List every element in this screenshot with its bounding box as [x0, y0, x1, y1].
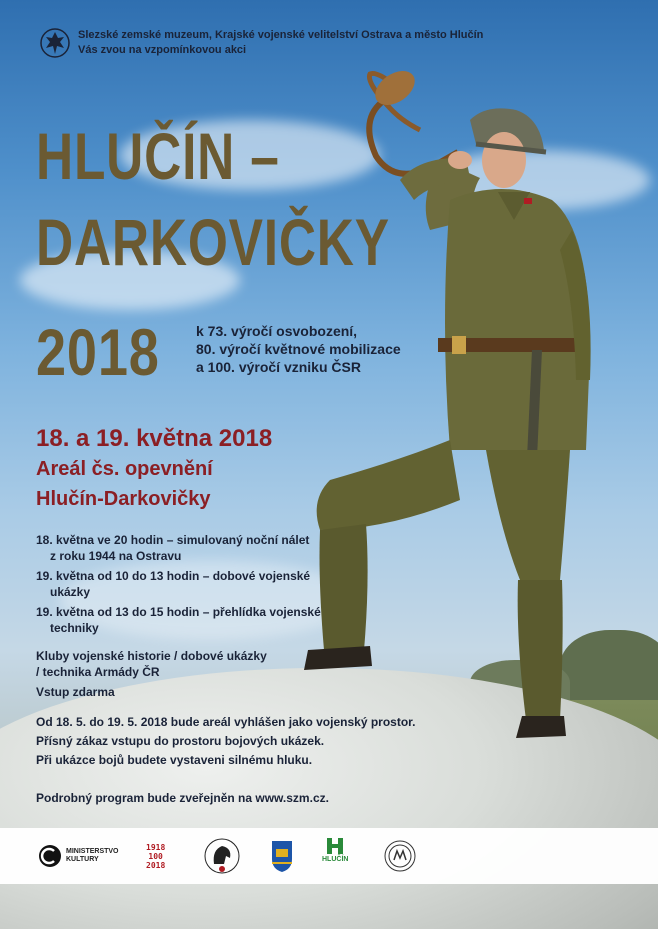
- clubs-info: [36, 648, 296, 700]
- event-dates: 18. a 19. května 2018: [36, 425, 273, 452]
- notices: [36, 714, 416, 771]
- anniversary-line: 80. výročí květnové mobilizace: [196, 341, 401, 357]
- anniversaries: [196, 322, 401, 376]
- ministry-of-culture-logo: [38, 836, 119, 876]
- notice-line: Přísný zákaz vstupu do prostoru bojových ukázek.: [36, 734, 325, 748]
- header: [40, 26, 483, 60]
- bugler-soldier-illustration: [290, 60, 620, 750]
- title-year: 2018: [36, 315, 160, 389]
- program-list: [36, 532, 326, 640]
- program-item: [36, 532, 326, 564]
- lion-emblem-icon: [204, 836, 240, 876]
- region-coat-of-arms-logo: [270, 836, 294, 876]
- header-line-1: Slezské zemské muzeum, Krajské vojenské velitelství Ostrava a město Hlučín: [78, 29, 484, 41]
- ministry-logo-line: KULTURY: [66, 856, 99, 863]
- ministry-logo-line: MINISTERSTVO: [66, 848, 119, 855]
- centenary-year: 1918: [146, 842, 166, 852]
- centenary-number: 100: [148, 851, 163, 861]
- website-note: Podrobný program bude zveřejněn na www.szm.cz.: [36, 791, 329, 805]
- event-venue: Areál čs. opevnění: [36, 458, 213, 480]
- title-line-1: HLUČÍN –: [36, 119, 280, 193]
- hlucin-city-logo: [322, 836, 348, 876]
- clubs-line: / technika Armády ČR: [36, 665, 160, 679]
- header-line-2: Vás zvou na vzpomínkovou akci: [78, 44, 247, 56]
- partner-logos-bar: [0, 828, 658, 884]
- program-item-continuation: techniky: [50, 621, 99, 635]
- notice-line: Od 18. 5. do 19. 5. 2018 bude areál vyhlášen jako vojenský prostor.: [36, 715, 416, 729]
- program-item-text: 19. května od 13 do 15 hodin – přehlídka vojenské: [36, 605, 321, 619]
- event-info: [36, 424, 272, 514]
- anniversary-line: a 100. výročí vzniku ČSR: [196, 359, 361, 375]
- free-entry: Vstup zdarma: [36, 685, 115, 699]
- hlucin-logo-text: HLUČÍN: [322, 856, 349, 863]
- museum-seal-logo: [384, 836, 416, 876]
- program-item-continuation: ukázky: [50, 585, 91, 599]
- centenary-year: 2018: [146, 860, 166, 870]
- notice-line: Při ukázce bojů budete vystaveni silnému hluku.: [36, 753, 313, 767]
- ministry-emblem-icon: [38, 844, 62, 868]
- program-item: [36, 604, 326, 636]
- centenary-logo: [146, 836, 165, 876]
- museum-seal-icon: [384, 840, 416, 872]
- coat-of-arms-icon: [270, 839, 294, 873]
- event-venue-location: Hlučín-Darkovičky: [36, 488, 211, 510]
- program-item-text: 18. května ve 20 hodin – simulovaný noční nálet: [36, 533, 310, 547]
- hlucin-h-icon: [324, 836, 346, 856]
- program-item: [36, 568, 326, 600]
- museum-crest-icon: [40, 26, 70, 60]
- anniversary-line: k 73. výročí osvobození,: [196, 323, 358, 339]
- title-line-2: DARKOVIČKY: [36, 205, 390, 279]
- clubs-line: Kluby vojenské historie / dobové ukázky: [36, 649, 267, 663]
- program-item-continuation: z roku 1944 na Ostravu: [50, 549, 182, 563]
- program-item-text: 19. května od 10 do 13 hodin – dobové vojenské: [36, 569, 311, 583]
- army-emblem-logo: [204, 836, 240, 876]
